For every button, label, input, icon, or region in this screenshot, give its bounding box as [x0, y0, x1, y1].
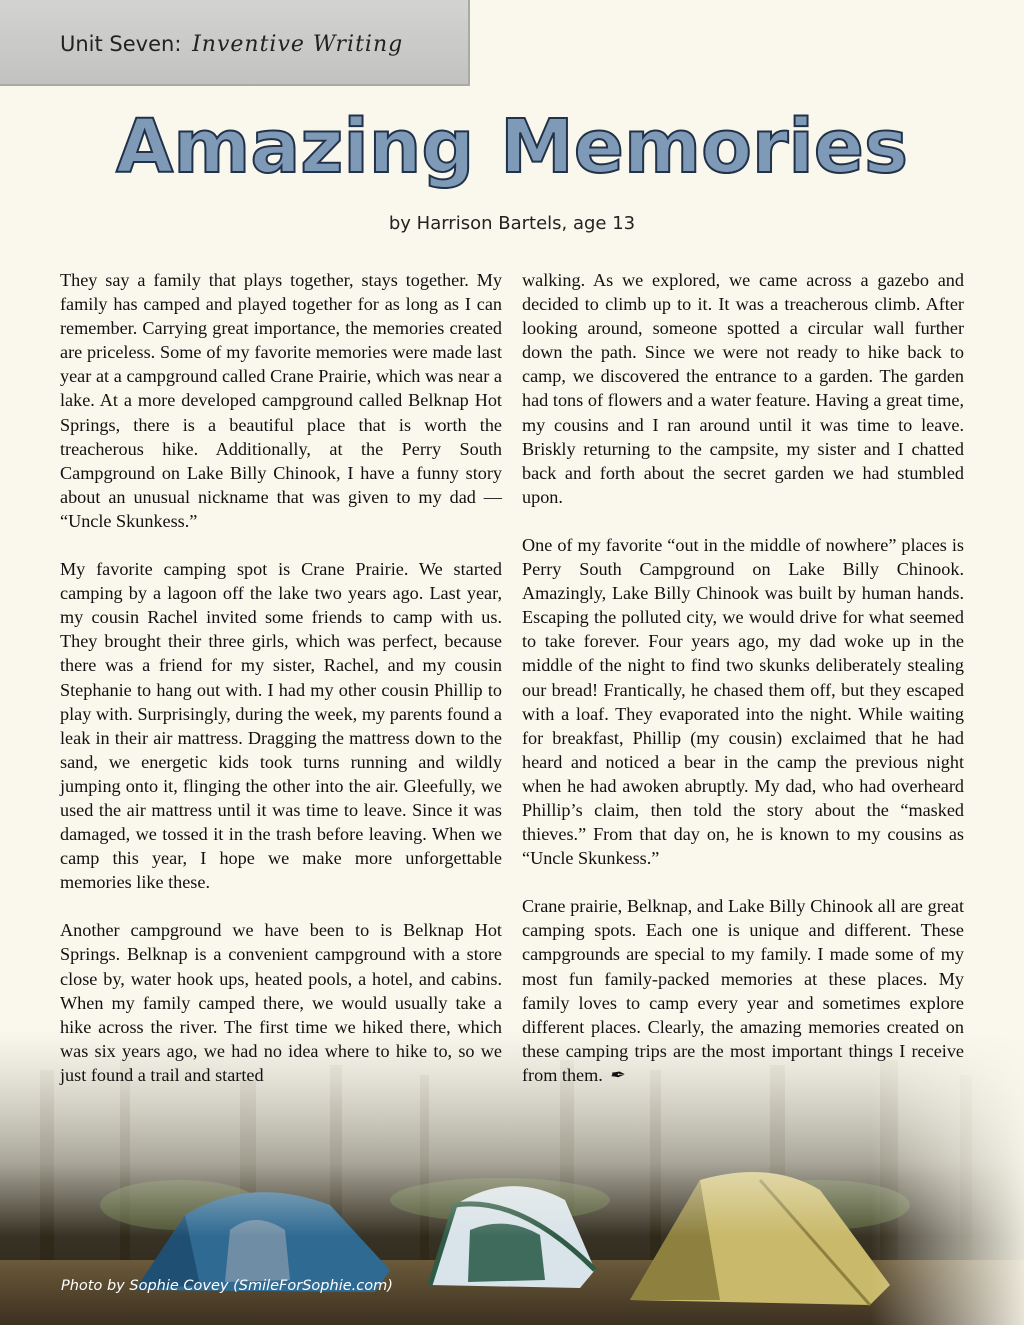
paragraph: My favorite camping spot is Crane Prairie. We started camping by a lagoon off the lake two years ago. Last year, my cousin Rachel invited some friends to camp with us. They brought their three girls, which was perfect, because there was a friend for my sister, Rachel, and my cousin Stephanie to hang out with. I had my other cousin Phillip to play with. Surprisingly, during the week, my parents found a leak in their air mattress. Dragging the mattress down to the sand, we energetic kids took turns running and wildly jumping onto it, flinging the other into the air. Gleefully, we used the air mattress until it was time to leave. Since it was damaged, we tossed it in the trash before leaving. When we camp this year, I hope we make more unforgettable memories like these. — [60, 559, 502, 893]
unit-label — [60, 32, 403, 57]
paragraph: Another campground we have been to is Belknap Hot Springs. Belknap is a convenient campground with a store close by, water hook ups, heated pools, a hotel, and cabins. When my family camped there, we would usually take a hike across the river. The first time we hiked there, which was six years ago, we had no idea where to hike to, so we just found a trail and started — [60, 920, 502, 1085]
unit-number: Unit Seven: — [60, 32, 182, 56]
left-column — [60, 268, 502, 1111]
unit-header-tab — [0, 0, 470, 86]
paragraph: They say a family that plays together, stays together. My family has camped and played together for as long as I can remember. Carrying great importance, the memories created are priceless. Some of my favorite memories were made last year at a campground called Crane Prairie, which was near a lake. At a more developed campground called Belknap Hot Springs, there is a beautiful place that is worth the treacherous hike. Additionally, at the Perry South Campground on Lake Billy Chinook, I have a funny story about an unusual nickname that was given to my dad — “Uncle Skunkess.” — [60, 270, 502, 531]
quill-icon: ✒ — [608, 1064, 625, 1085]
article-byline: by Harrison Bartels, age 13 — [388, 213, 636, 234]
unit-subtitle: Inventive Writing — [192, 32, 404, 57]
paragraph-final — [522, 894, 964, 1087]
paragraph: One of my favorite “out in the middle of nowhere” places is Perry South Campground on Lake Billy Chinook. Amazingly, Lake Billy Chinook was built by human hands. Escaping the polluted city, we would drive for what seemed to take forever. Four years ago, my dad woke up in the middle of the night to find two skunks deliberately stealing our bread! Frantically, he chased them off, but they escaped with a loaf. They evaporated into the night. While waiting for breakfast, Phillip (my cousin) exclaimed that he had heard and noticed a bear in the camp the previous night when he had awoken abruptly. My dad, who had overheard Phillip’s claim, then told the story about the “masked thieves.” From that day on, he is known to my cousins as “Uncle Skunkess.” — [522, 534, 964, 869]
right-column — [522, 268, 964, 1111]
paragraph-text: Crane prairie, Belknap, and Lake Billy Chinook all are great camping spots. Each one is unique and different. These campgrounds are special to my family. I made some of my most fun family-packed memories at these places. My family loves to camp every year and sometimes explore different places. Clearly, the amazing memories created on these camping trips are the most important things I receive from them. — [522, 896, 964, 1085]
photo-credit: Photo by Sophie Covey (SmileForSophie.com) — [61, 1278, 393, 1294]
article-title: Amazing Memories — [115, 104, 909, 190]
paragraph: walking. As we explored, we came across a gazebo and decided to climb up to it. It was a treacherous climb. After looking around, someone spotted a circular wall further down the path. Since we were not ready to hike back to camp, we discovered the entrance to a garden. The garden had tons of flowers and a water feature. Having a great time, my cousins and I ran around until it was time to leave. Briskly returning to the campsite, my sister and I chatted back and forth about the secret garden we had stumbled upon. — [522, 270, 964, 507]
